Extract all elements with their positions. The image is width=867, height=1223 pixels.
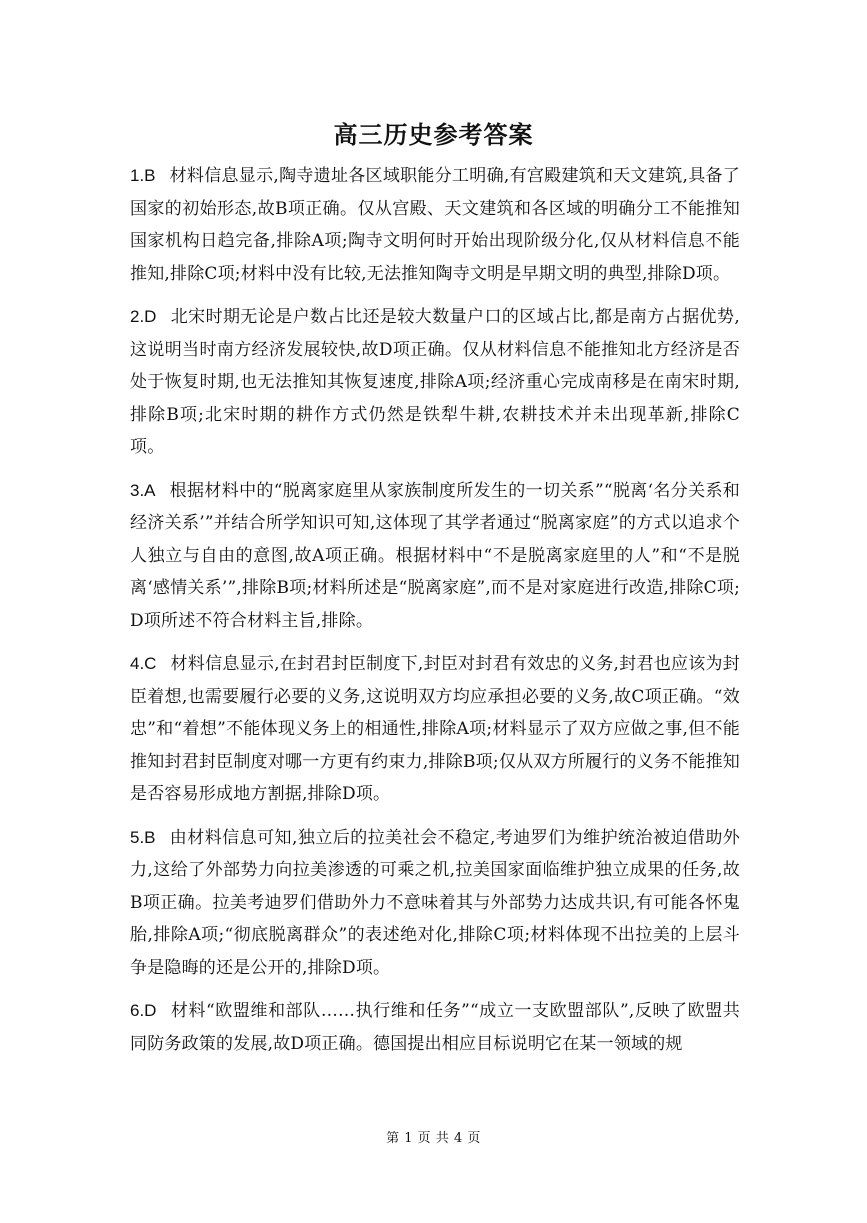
answer-number: 6.D (130, 1001, 157, 1020)
answer-item-5 (130, 822, 740, 985)
answer-item-4 (130, 648, 740, 811)
page-footer: 第 1 页 共 4 页 (386, 1131, 481, 1146)
answer-explanation: 由材料信息可知,独立后的拉美社会不稳定,考迪罗们为维护统治被迫借助外力,这给了外部势力向拉美渗透的可乘之机,拉美国家面临维护独立成果的任务,故B项正确。拉美考迪罗们借助外力不意味着其与外部势力达成共识,有可能各怀鬼胎,排除A项;“彻底脱离群众”的表述绝对化,排除C项;材料体现不出拉美的上层斗争是隐晦的还是公开的,排除D项。 (130, 827, 740, 978)
answer-list (130, 160, 740, 1071)
answer-number: 2.D (130, 307, 157, 326)
answer-item-6 (130, 995, 740, 1060)
document-title: 高三历史参考答案 (333, 120, 534, 149)
answer-item-1 (130, 160, 740, 290)
answer-number: 1.B (130, 166, 156, 185)
answer-number: 4.C (130, 654, 157, 673)
answer-explanation: 材料信息显示,陶寺遗址各区域职能分工明确,有宫殿建筑和天文建筑,具备了国家的初始形态,故B项正确。仅从宫殿、天文建筑和各区域的明确分工不能推知国家机构日趋完备,排除A项;陶寺文明何时开始出现阶级分化,仅从材料信息不能推知,排除C项;材料中没有比较,无法推知陶寺文明是早期文明的典型,排除D项。 (130, 166, 740, 284)
answer-explanation: 材料“欧盟维和部队……执行维和任务”“成立一支欧盟部队”,反映了欧盟共同防务政策的发展,故D项正确。德国提出相应目标说明它在某一领域的规 (130, 1001, 740, 1054)
answer-explanation: 根据材料中的“脱离家庭里从家族制度所发生的一切关系”“脱离‘名分关系和经济关系’”并结合所学知识可知,这体现了其学者通过“脱离家庭”的方式以追求个人独立与自由的意图,故A项正确。根据材料中“不是脱离家庭里的人”和“不是脱离‘感情关系’”,排除B项;材料所述是“脱离家庭”,而不是对家庭进行改造,排除C项;D项所述不符合材料主旨,排除。 (130, 480, 740, 631)
answer-item-3 (130, 475, 740, 638)
answer-number: 5.B (130, 827, 156, 847)
answer-number: 3.A (130, 480, 156, 500)
answer-explanation: 北宋时期无论是户数占比还是较大数量户口的区域占比,都是南方占据优势,这说明当时南方经济发展较快,故D项正确。仅从材料信息不能推知北方经济是否处于恢复时期,也无法推知其恢复速度,排除A项;经济重心完成南移是在南宋时期,排除B项;北宋时期的耕作方式仍然是铁犁牛耕,农耕技术并未出现革新,排除C项。 (130, 307, 740, 457)
answer-item-2 (130, 301, 740, 464)
answer-explanation: 材料信息显示,在封君封臣制度下,封臣对封君有效忠的义务,封君也应该为封臣着想,也需要履行必要的义务,这说明双方均应承担必要的义务,故C项正确。“效忠”和“着想”不能体现义务上的相通性,排除A项;材料显示了双方应做之事,但不能推知封君封臣制度对哪一方更有约束力,排除B项;仅从双方所履行的义务不能推知是否容易形成地方割据,排除D项。 (130, 654, 740, 804)
